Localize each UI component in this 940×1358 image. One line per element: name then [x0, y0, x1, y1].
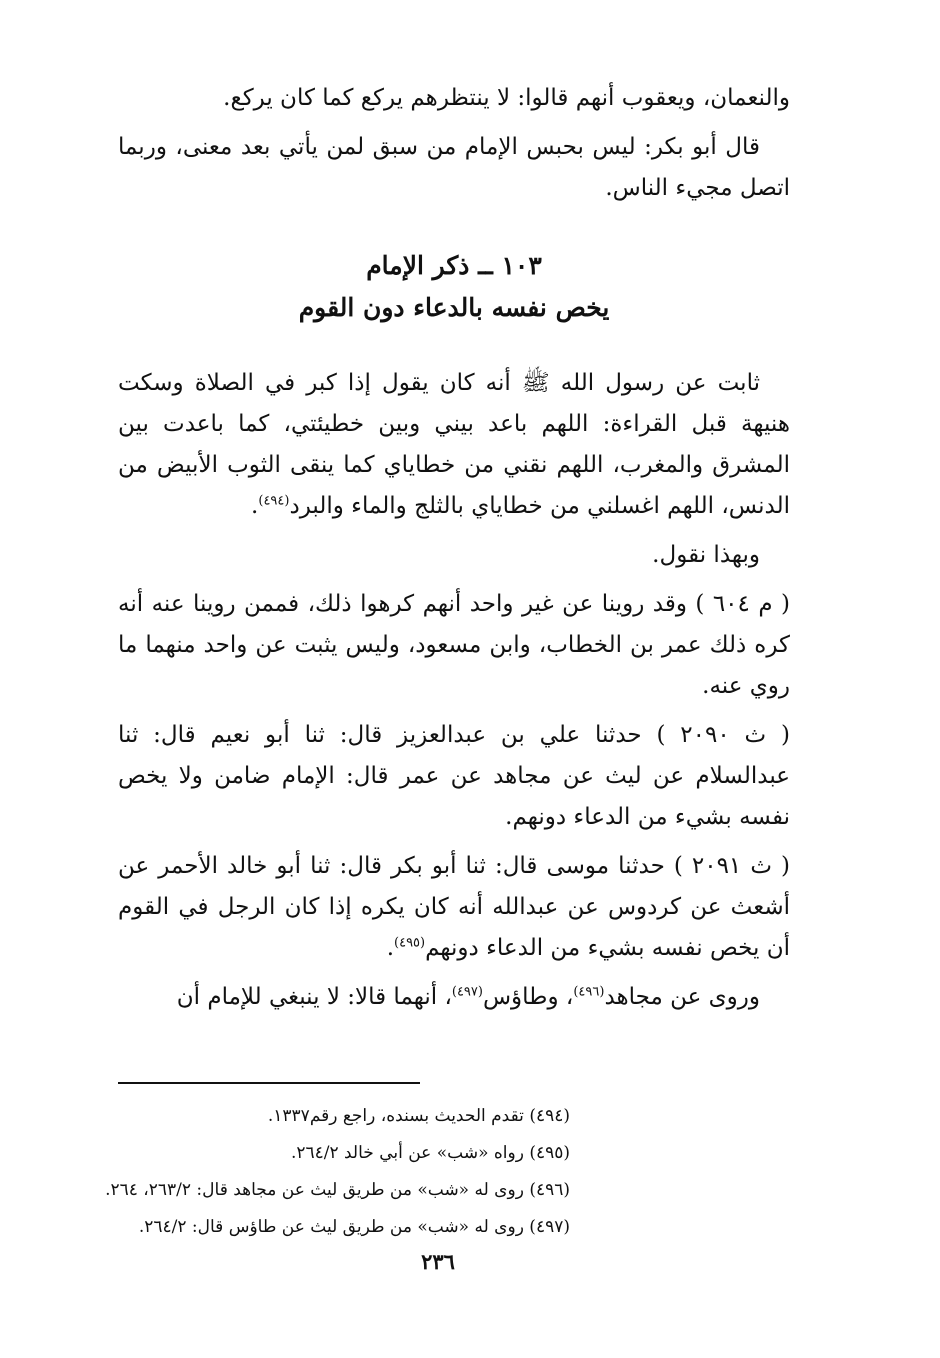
paragraph-t2091-end: .: [386, 935, 395, 961]
footnote-ref-495[interactable]: (٤٩٥): [394, 935, 426, 951]
paragraph-t2091: [118, 846, 790, 969]
footnote-ref-496[interactable]: (٤٩٦): [573, 984, 605, 1000]
footnote-separator-wrap: [118, 1026, 790, 1098]
paragraph-mujahid-a: وروى عن مجاهد: [604, 984, 760, 1010]
paragraph-t2091-text: ( ث ٢٠٩١ ) حدثنا موسى قال: ثنا أبو بكر قال: ثنا أبو خالد الأحمر عن أشعث عن كردوس عن عبدالله أنه كان يكره إذا كان الرجل في القوم أن يخص نفسه بشيء من الدعاء دونهم: [118, 853, 790, 961]
page-number: ٢٣٦: [421, 1249, 455, 1274]
paragraph-mujahid: [118, 977, 790, 1018]
chapter-heading-line1: ١٠٣ ــ ذكر الإمام: [366, 251, 542, 280]
footnote-497: (٤٩٧) روى له «شب» من طريق ليث عن طاؤس قال: ٢٦٤/٢.: [138, 1217, 570, 1237]
paragraph-hadith-text: ثابت عن رسول الله ﷺ أنه كان يقول إذا كبر في الصلاة وسكت هنيهة قبل القراءة: اللهم باعد بيني وبين خطيئتي، كما باعدت بين المشرق والمغرب، اللهم نقني من خطاياي كما ينقى الثوب الأبيض من الدنس، اللهم اغسلني من خطاياي بالثلج والماء والبرد: [118, 370, 790, 519]
footnote-ref-494[interactable]: (٤٩٤): [258, 493, 290, 509]
footnote-494: (٤٩٤) تقدم الحديث بسنده، راجع رقم١٣٣٧.: [267, 1106, 570, 1126]
footnote-496: (٤٩٦) روى له «شب» من طريق ليث عن مجاهد قال: ٢٦٣/٢، ٢٦٤.: [105, 1180, 570, 1200]
footnotes: [105, 1098, 570, 1246]
paragraph-mujahid-b: ، وطاؤس: [482, 984, 574, 1010]
paragraph-m604: ( م ٦٠٤ ) وقد روينا عن غير واحد أنهم كرهوا ذلك، فممن روينا عنه أنه كره ذلك عمر بن الخطاب، وابن مسعود، وليس يثبت عن واحد منهما ما روي عنه.: [118, 591, 790, 699]
paragraph-hadith-end: .: [251, 493, 259, 519]
footnote-495: (٤٩٥) رواه «شب» عن أبي خالد ٢٦٤/٢.: [290, 1143, 570, 1163]
paragraph-hadith: [118, 363, 790, 527]
footnote-ref-497[interactable]: (٤٩٧): [451, 984, 483, 1000]
paragraph-continuation: والنعمان، ويعقوب أنهم قالوا: لا ينتظرهم يركع كما كان يركع.: [223, 85, 790, 111]
paragraph-abu-bakr: قال أبو بكر: ليس بحبس الإمام من سبق لمن يأتي بعد معنى، وربما اتصل مجيء الناس.: [118, 134, 790, 201]
chapter-heading-line2: يخص نفسه بالدعاء دون القوم: [298, 293, 610, 322]
paragraph-mujahid-c: ، أنهما قالا: لا ينبغي للإمام أن: [176, 984, 452, 1010]
paragraph-t2090: ( ث ٢٠٩٠ ) حدثنا علي بن عبدالعزيز قال: ثنا أبو نعيم قال: ثنا عبدالسلام عن ليث عن مجاهد عن عمر قال: الإمام ضامن ولا يخص نفسه بشيء من الدعاء دونهم.: [118, 722, 790, 830]
paragraph-opinion: وبهذا نقول.: [652, 542, 760, 568]
footnote-separator: [118, 1082, 420, 1084]
chapter-heading: [118, 245, 790, 329]
